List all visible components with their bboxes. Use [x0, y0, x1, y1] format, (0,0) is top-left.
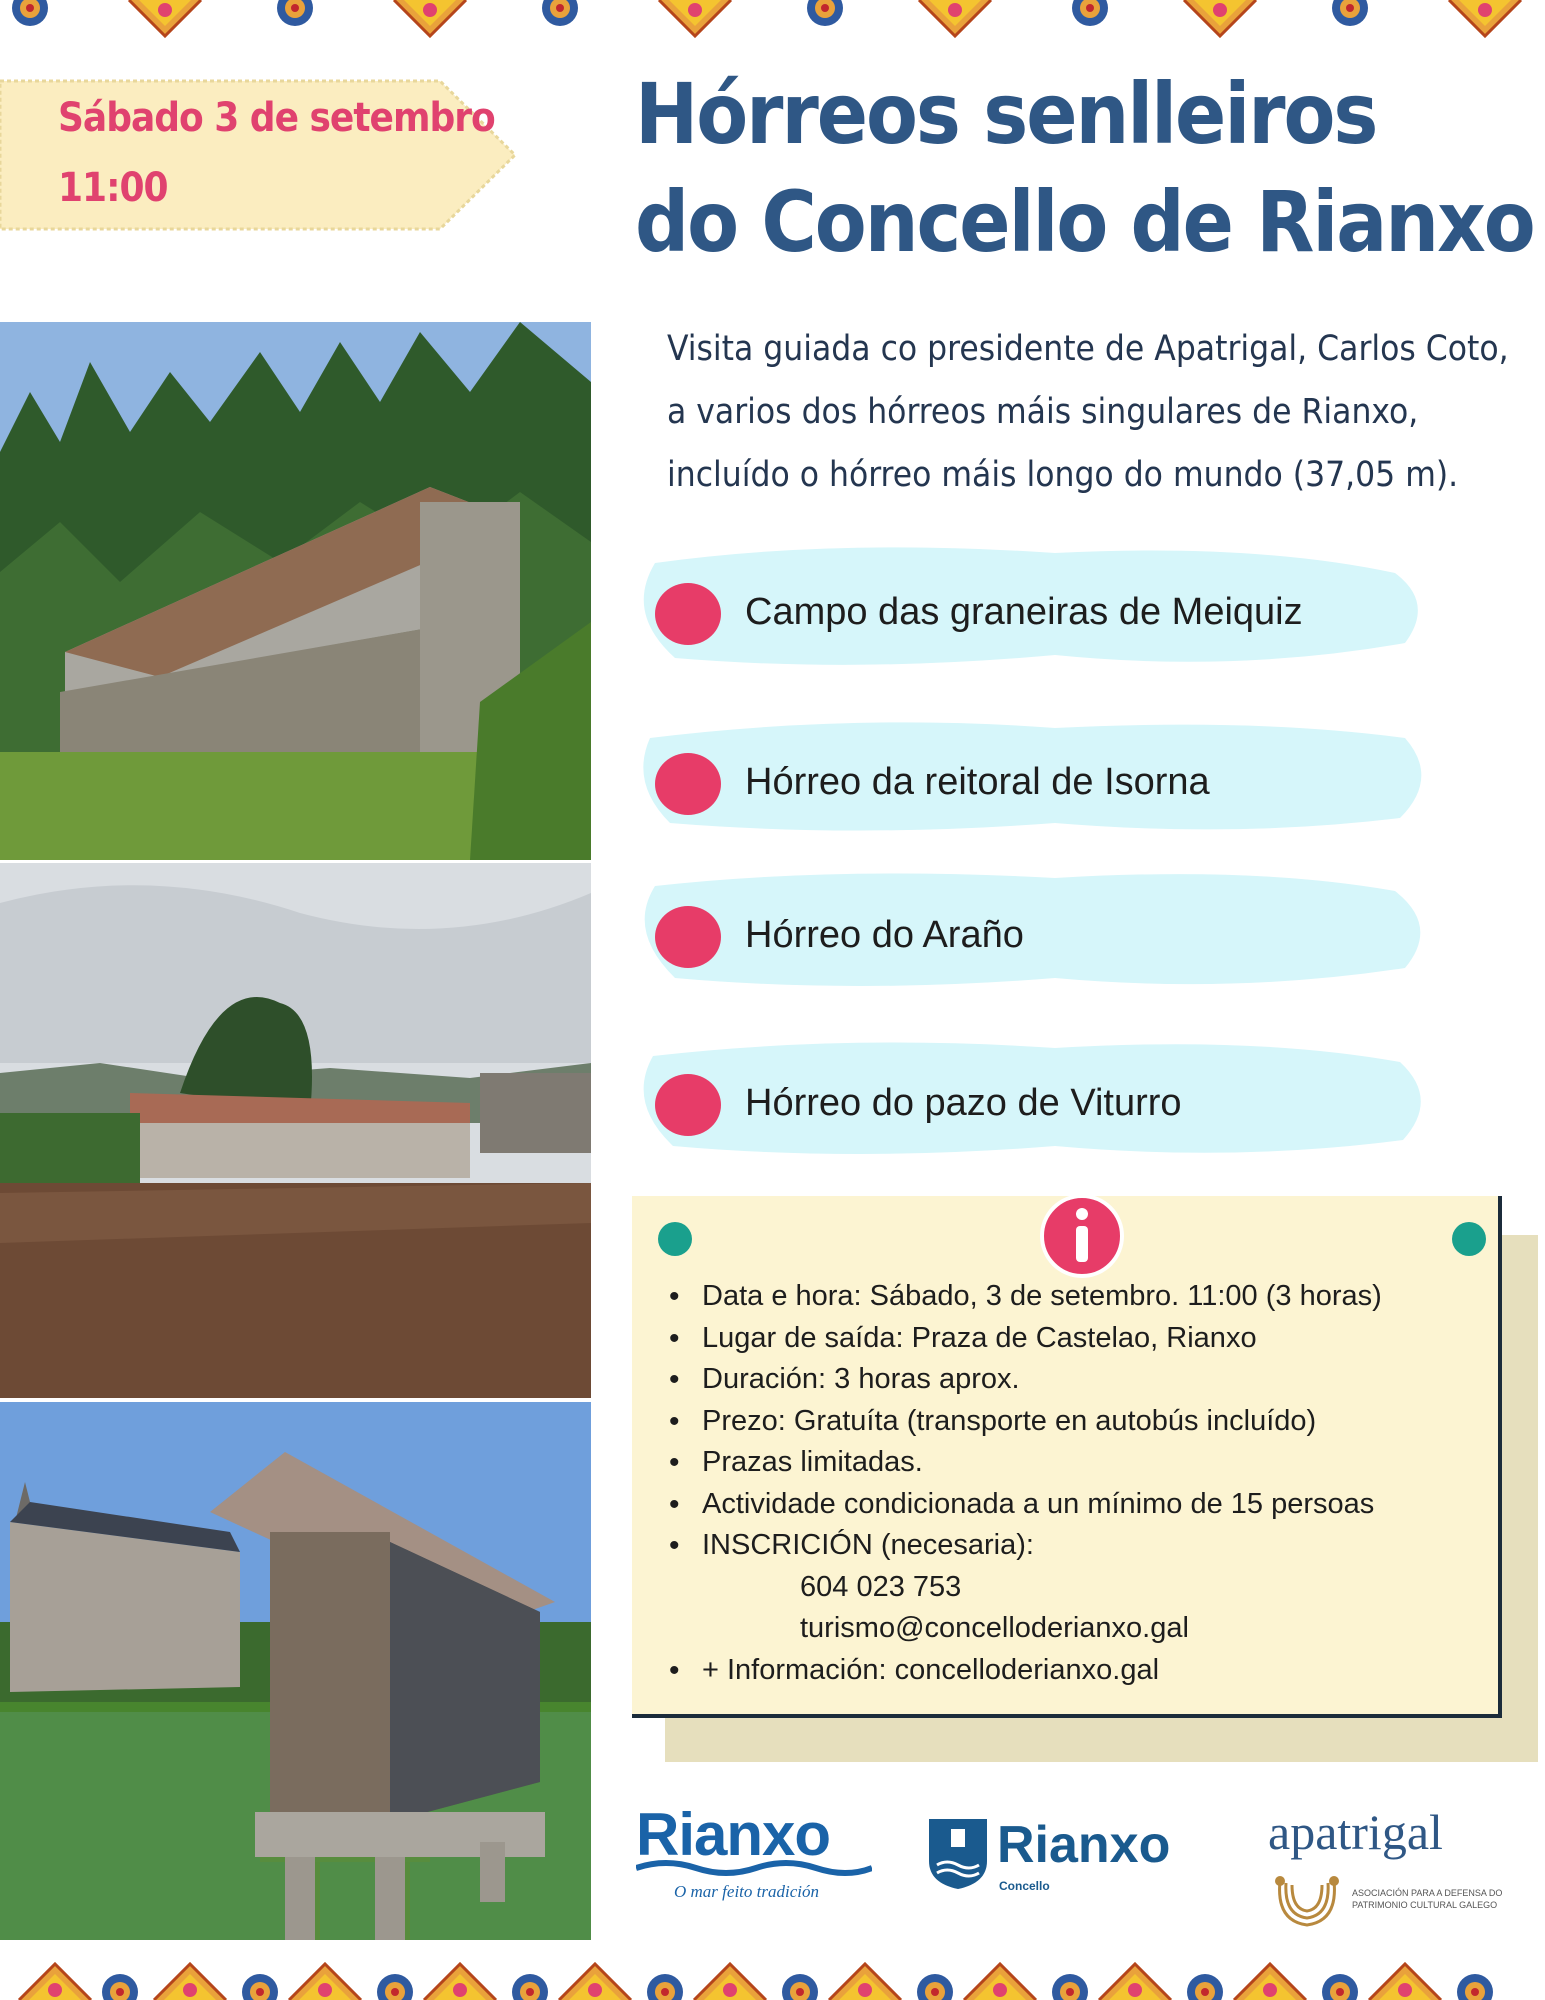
- info-item: • Actividade condicionada a un mínimo de 15 persoas: [632, 1484, 1382, 1526]
- logo-rianxo-word: Rianxo: [636, 1801, 831, 1868]
- pin-icon: [658, 1222, 692, 1256]
- stop-item: [635, 543, 1427, 673]
- logo-apatrigal-desc: ASOCIACIÓN PARA A DEFENSA DO PATRIMONIO CULTURAL GALEGO: [1352, 1888, 1503, 1910]
- email-link[interactable]: turismo@concelloderianxo.gal: [800, 1612, 1189, 1644]
- title-line-2: do Concello de Rianxo: [635, 173, 1534, 271]
- wave-icon: [636, 1858, 872, 1882]
- top-ornament-border: [0, 0, 1545, 58]
- bottom-ornament-border: [0, 1942, 1545, 2000]
- bullet-dot-icon: [655, 583, 721, 645]
- stop-label: Campo das graneiras de Meiquiz: [745, 591, 1303, 633]
- info-item: • Lugar de saída: Praza de Castelao, Rianxo: [632, 1318, 1382, 1360]
- info-icon: [1040, 1194, 1124, 1278]
- info-item: • Duración: 3 horas aprox.: [632, 1359, 1382, 1401]
- intro-text: [667, 318, 1507, 507]
- stop-item: [635, 1034, 1427, 1164]
- photo-horreos-araño: [0, 1402, 591, 1940]
- photo-horreo-isorna: [0, 863, 591, 1398]
- logo-apatrigal: [1262, 1805, 1522, 1925]
- bullet-dot-icon: [655, 1074, 721, 1136]
- info-item: • INSCRICIÓN (necesaria):: [632, 1525, 1382, 1567]
- shield-icon: [927, 1817, 989, 1891]
- bullet-dot-icon: [655, 753, 721, 815]
- torque-icon: [1272, 1871, 1342, 1931]
- stop-label: Hórreo da reitoral de Isorna: [745, 761, 1210, 803]
- stop-label: Hórreo do pazo de Viturro: [745, 1082, 1182, 1124]
- photo-horreo-meiquiz: [0, 322, 591, 860]
- stop-item: [635, 713, 1427, 843]
- stop-label: Hórreo do Araño: [745, 914, 1024, 956]
- more-info-link[interactable]: • + Información: concelloderianxo.gal: [632, 1650, 1382, 1692]
- title-line-1: Hórreos senlleiros: [635, 65, 1377, 163]
- intro-line-1: Visita guiada co presidente de Apatrigal, Carlos Coto,: [667, 329, 1509, 369]
- phone-number[interactable]: 604 023 753: [800, 1570, 962, 1603]
- info-card: [632, 1196, 1502, 1718]
- stop-item: [635, 866, 1427, 996]
- logo-concello-word: Rianxo: [997, 1816, 1171, 1874]
- logo-rianxo-tagline: O mar feito tradición: [674, 1882, 819, 1901]
- page-title: [635, 60, 1534, 276]
- event-date: Sábado 3 de setembro: [58, 95, 495, 141]
- event-time: 11:00: [58, 165, 168, 211]
- info-item: • Prezo: Gratuíta (transporte en autobús incluído): [632, 1401, 1382, 1443]
- pin-icon: [1452, 1222, 1486, 1256]
- logo-concello-rianxo: [927, 1815, 1207, 1915]
- info-list: [632, 1276, 1382, 1691]
- bullet-dot-icon: [655, 906, 721, 968]
- logo-concello-sub: Concello: [999, 1879, 1050, 1893]
- intro-line-2: a varios dos hórreos máis singulares de Rianxo,: [667, 392, 1419, 432]
- info-item: • Data e hora: Sábado, 3 de setembro. 11:00 (3 horas): [632, 1276, 1382, 1318]
- logo-apatrigal-word: apatrigal: [1268, 1804, 1443, 1860]
- info-item: • Prazas limitadas.: [632, 1442, 1382, 1484]
- logo-rianxo-tourism: [636, 1800, 872, 1910]
- intro-line-3: incluído o hórreo máis longo do mundo (37,05 m).: [667, 455, 1459, 495]
